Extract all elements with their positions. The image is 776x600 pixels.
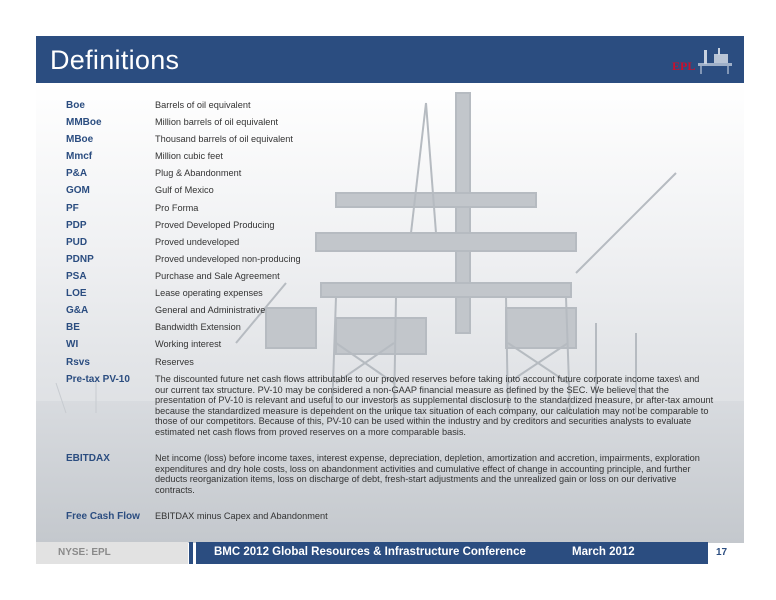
definition-description: Thousand barrels of oil equivalent: [155, 134, 293, 144]
definition-term: GOM: [66, 185, 90, 196]
footer-conference: BMC 2012 Global Resources & Infrastructure Conference: [214, 546, 526, 558]
definition-term: Mmcf: [66, 151, 93, 162]
footer-ticker-box: [36, 542, 188, 564]
definition-description: General and Administrative: [155, 305, 266, 315]
footer-ticker: NYSE: EPL: [58, 547, 111, 558]
definition-term: BE: [66, 322, 80, 333]
footer: [36, 542, 744, 564]
definition-term: LOE: [66, 288, 87, 299]
definition-description: Proved undeveloped: [155, 237, 240, 247]
definition-term: Boe: [66, 100, 85, 111]
definition-description: Proved undeveloped non-producing: [155, 254, 301, 264]
definition-term: PDNP: [66, 254, 94, 265]
page-number: 17: [716, 547, 728, 558]
definition-term: MBoe: [66, 134, 94, 145]
definition-term: PF: [66, 203, 79, 214]
definition-description: Working interest: [155, 339, 222, 349]
definition-term: WI: [66, 339, 79, 350]
definition-term: Pre-tax PV-10: [66, 374, 130, 385]
definition-description: Million barrels of oil equivalent: [155, 117, 279, 127]
page-title: Definitions: [50, 45, 180, 75]
logo-text: EPL: [672, 59, 696, 73]
slide: [36, 36, 744, 564]
definition-description: Net income (loss) before income taxes, interest expense, depreciation, depletion, amortization and accretion, impairments, exploration expenditures and dry hole costs, loss on abandonment activities and cumulative effect of change in accounting principle, and further deducts reorganization items, loss on discharge of debt, fresh-start adjustments and the unrealized gain or loss on our derivative contracts.: [155, 453, 700, 495]
definition-description: Bandwidth Extension: [155, 322, 241, 332]
definition-description: Plug & Abandonment: [155, 168, 242, 178]
epl-logo: [668, 46, 736, 76]
definition-term: P&A: [66, 168, 88, 179]
definition-description: EBITDAX minus Capex and Abandonment: [155, 511, 328, 521]
definition-description: The discounted future net cash flows attributable to our proved reserves before taking into account future corporate income taxes\ and our current tax structure. PV-10 may be considered a non-GAAP financial measure as defined by the SEC. We believe that the presentation of PV-10 is relevant and useful to our investors as supplemental disclosure to the standardized measure, or after-tax amount because the standardized measure is dependent on the unique tax situation of each company, our calculation may not be comparable to those of our competitors. Because of this, PV-10 can be used within the industry and by creditors and securities analysts to evaluate estimated net cash flows from proved reserves on a more comparable basis.: [155, 374, 714, 437]
definition-description: Barrels of oil equivalent: [155, 100, 251, 110]
slide-header: [36, 36, 744, 83]
definition-term: PDP: [66, 220, 87, 231]
definition-term: EBITDAX: [66, 453, 110, 464]
footer-divider: [189, 542, 193, 564]
footer-conference-bar: [196, 542, 708, 564]
definition-description: Lease operating expenses: [155, 288, 263, 298]
definition-description: Reserves: [155, 357, 194, 367]
definition-term: MMBoe: [66, 117, 102, 128]
definition-term: G&A: [66, 305, 89, 316]
definition-description: Pro Forma: [155, 203, 199, 213]
definition-description: Gulf of Mexico: [155, 185, 214, 195]
definition-description: Proved Developed Producing: [155, 220, 275, 230]
definition-term: PUD: [66, 237, 88, 248]
definition-description: Purchase and Sale Agreement: [155, 271, 280, 281]
footer-date: March 2012: [572, 546, 635, 558]
definition-term: Free Cash Flow: [66, 511, 140, 522]
definition-description: Million cubic feet: [155, 151, 223, 161]
definition-term: Rsvs: [66, 357, 90, 368]
definition-term: PSA: [66, 271, 87, 282]
